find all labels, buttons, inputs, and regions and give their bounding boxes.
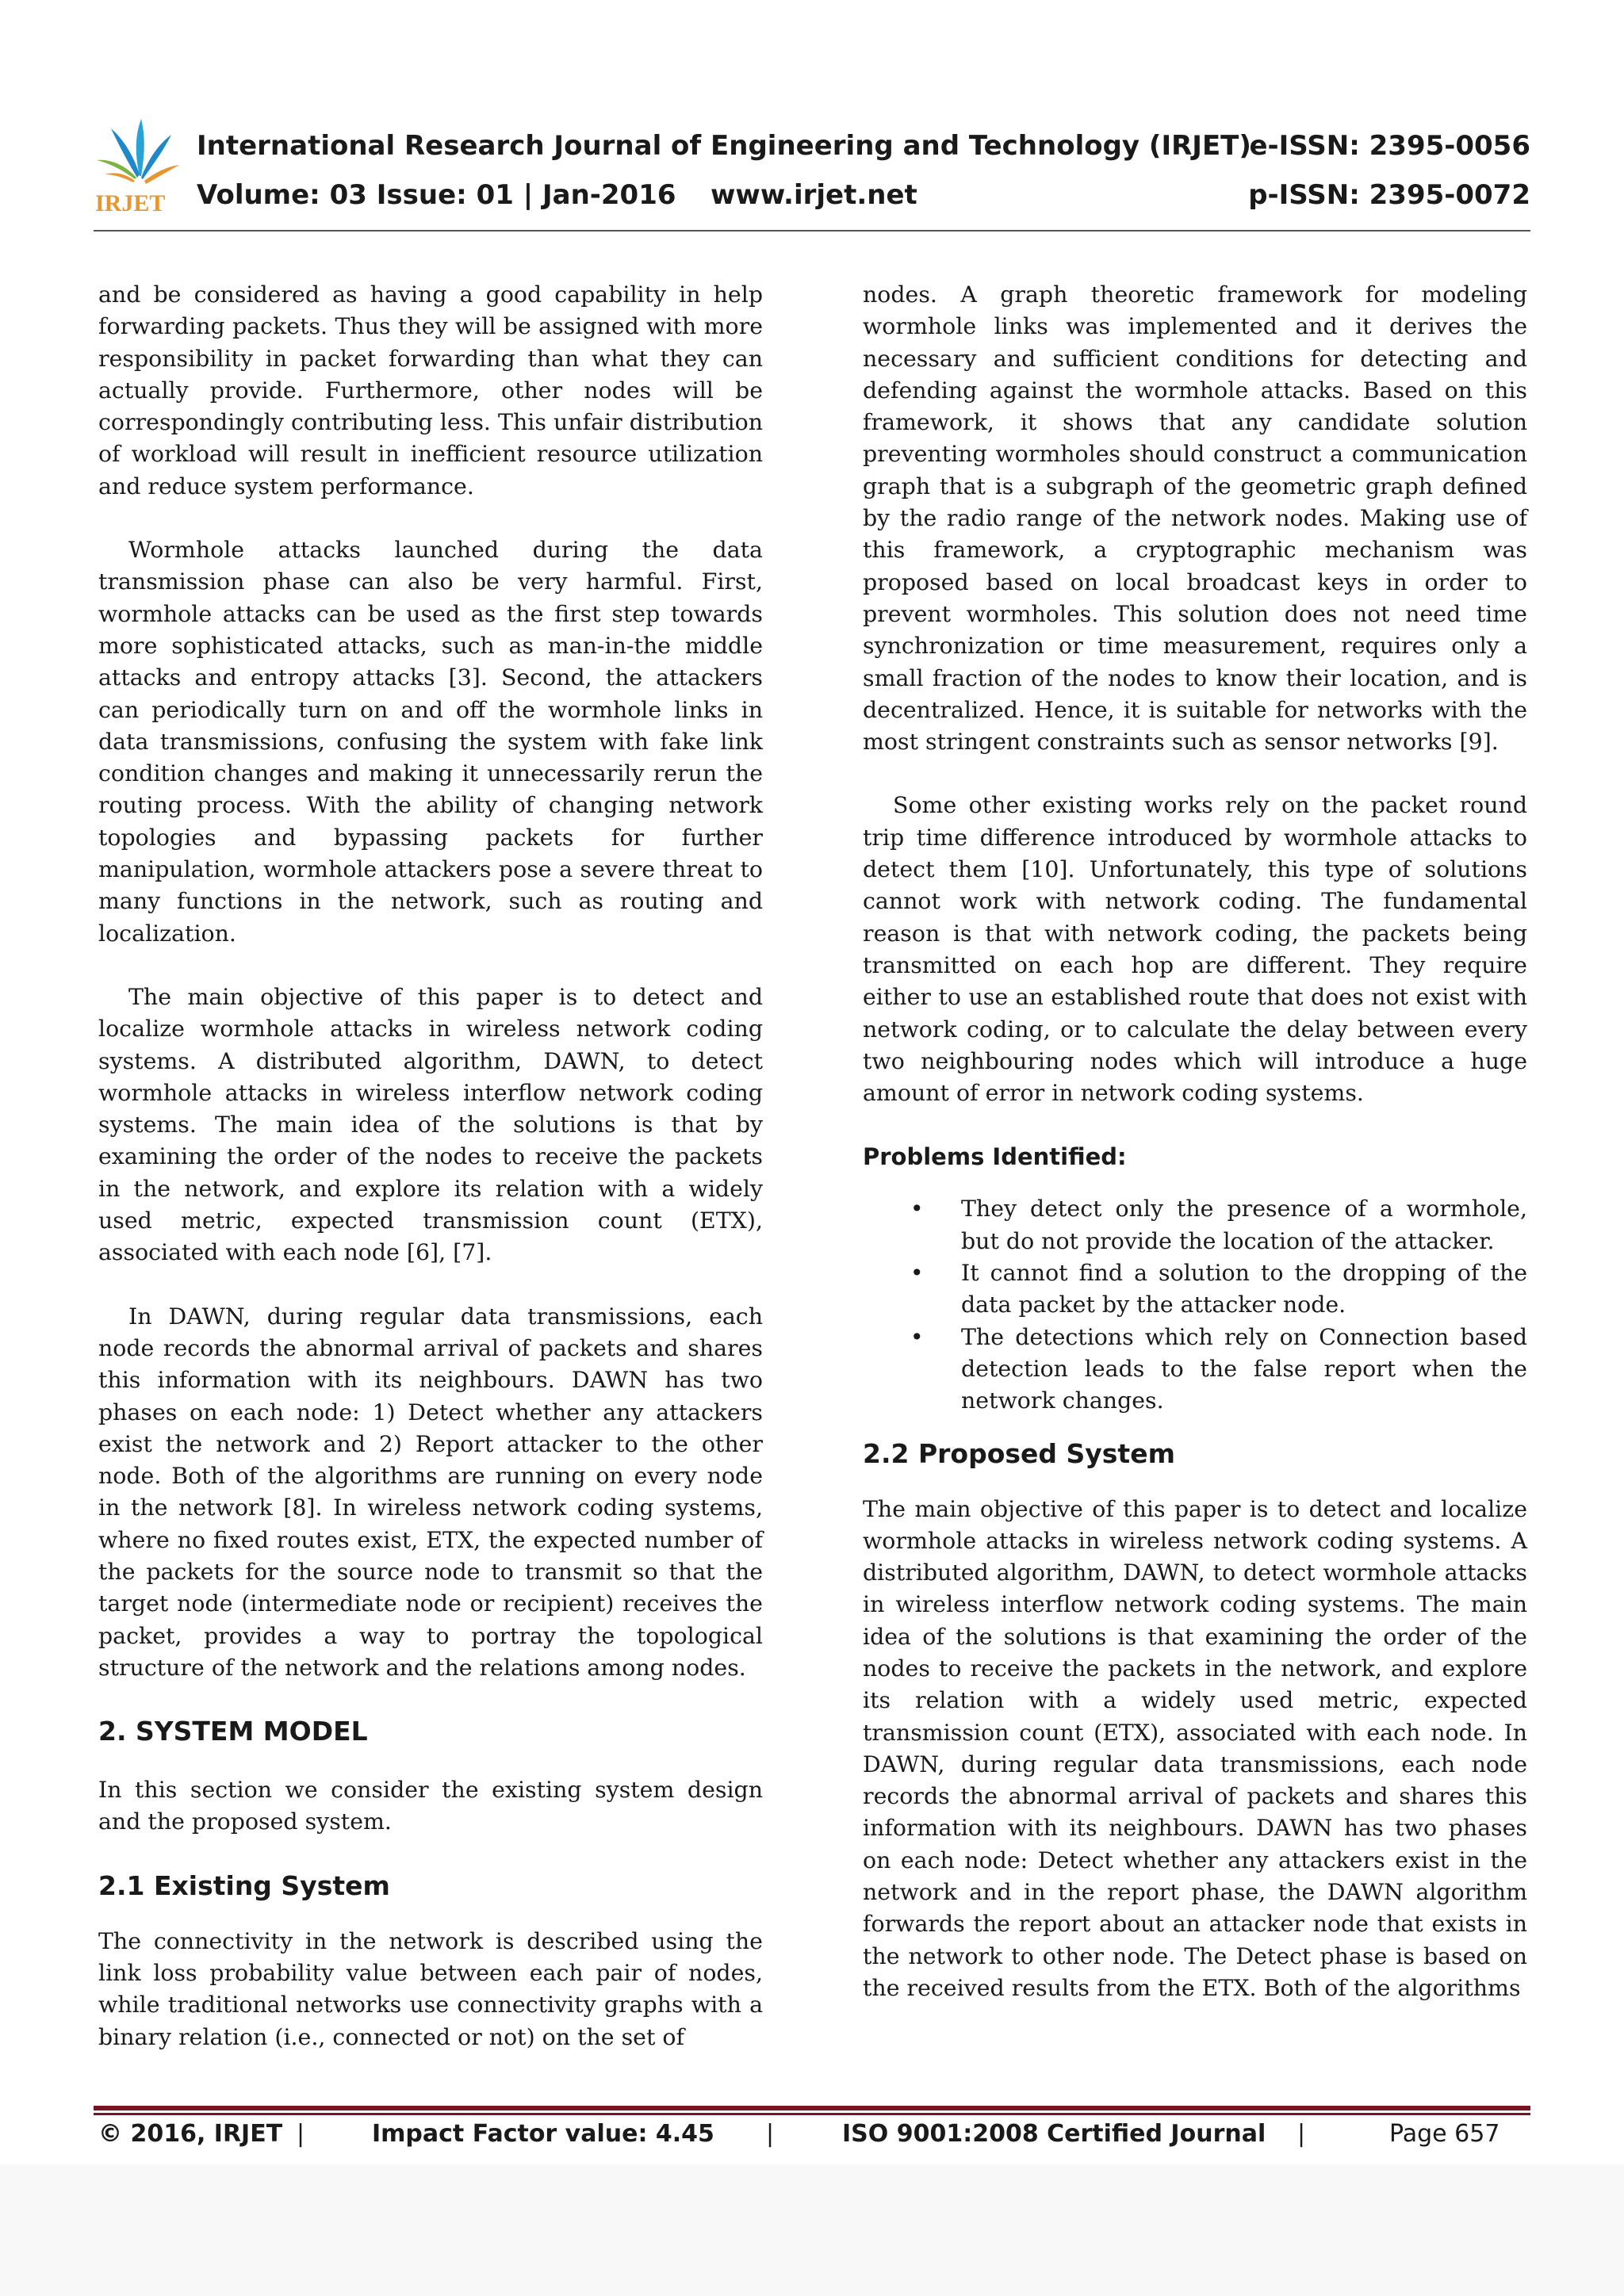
paragraph: Wormhole attacks launched during the data transmission phase can also be very harmful. First, wormhole attacks can be used as the first step towards more sophisticated attacks, such as man-in-the middle attacks and entropy attacks [3]. Second, the attackers can periodically turn on and off the wormhole links in data transmissions, confusing the system with fake link condition changes and making it unnecessarily rerun the routing process. With the ability of changing network topologies and bypassing packets for further manipulation, wormhole attackers pose a severe threat to many functions in the network, such as routing and localization. (98, 537, 763, 947)
footer-separator: | (766, 2120, 775, 2148)
paragraph: and be considered as having a good capability in help forwarding packets. Thus they will be assigned with more responsibility in packet forwarding than what they can actually provide. Furthermore, other nodes will be correspondingly contributing less. This unfair distribution of workload will result in inefficient resource utilization and reduce system performance. (98, 281, 763, 499)
list-item-text: They detect only the presence of a wormhole, but do not provide the location of the attacker. (961, 1196, 1527, 1254)
pissn: p-ISSN: 2395-0072 (1248, 179, 1530, 211)
footer-iso: ISO 9001:2008 Certified Journal (842, 2120, 1266, 2148)
paragraph: The connectivity in the network is described using the link loss probability value between each pair of nodes, while traditional networks use connectivity graphs with a binary relation (i.e., connected or not) on the set of (98, 1927, 763, 2050)
paragraph: The main objective of this paper is to detect and localize wormhole attacks in wireless network coding systems. A distributed algorithm, DAWN, to detect wormhole attacks in wireless interflow network coding systems. The main idea of the solutions is that examining the order of the nodes to receive the packets in the network, and explore its relation with a widely used metric, expected transmission count (ETX), associated with each node. In DAWN, during regular data transmissions, each node records the abnormal arrival of packets and shares this information with its neighbours. DAWN has two phases on each node: Detect whether any attackers exist in the network and in the report phase, the DAWN algorithm forwards the report about an attacker node that exists in the network to other node. The Detect phase is based on the received results from the ETX. Both of the algorithms (863, 1495, 1527, 2001)
footer-divider (94, 2106, 1530, 2110)
footer-copyright: © 2016, IRJET (98, 2120, 283, 2148)
page-number: Page 657 (1389, 2120, 1500, 2148)
irjet-logo (94, 114, 181, 217)
footer-separator: | (297, 2120, 305, 2148)
paragraph: Some other existing works rely on the packet round trip time difference introduced by wormhole attacks to detect them [10]. Unfortunately, this type of solutions cannot work with network coding. The fundamental reason is that with network coding, the packets being transmitted on each hop are different. They require either to use an established route that does not exist with network coding, or to calculate the delay between every two neighbouring nodes which will introduce a huge amount of error in network coding systems. (863, 792, 1527, 1107)
page-footer (98, 2120, 1526, 2160)
list-item (863, 1257, 1527, 1322)
paragraph: The main objective of this paper is to detect and localize wormhole attacks in wireless network coding systems. A distributed algorithm, DAWN, to detect wormhole attacks in wireless interflow network coding systems. The main idea of the solutions is that by examining the order of the nodes to receive the packets in the network, and explore its relation with a widely used metric, expected transmission count (ETX), associated with each node [6], [7]. (98, 983, 763, 1266)
page-header (94, 111, 1530, 232)
footer-separator: | (1297, 2120, 1306, 2148)
section-heading-system-model: 2. SYSTEM MODEL (98, 1716, 368, 1747)
journal-website: www.irjet.net (710, 179, 917, 211)
logo-text: IRJET (95, 190, 166, 216)
eissn: e-ISSN: 2395-0056 (1249, 130, 1530, 162)
bullet-icon: • (910, 1196, 924, 1223)
right-column (863, 279, 1527, 2004)
paragraph: In DAWN, during regular data transmissions, each node records the abnormal arrival of packets and shares this information with its neighbours. DAWN has two phases on each node: 1) Detect whether any attackers exist the network and 2) Report attacker to the other node. Both of the algorithms are running on every node in the network [8]. In wireless network coding systems, where no fixed routes exist, ETX, the expected number of the packets for the source node to transmit so that the target node (intermediate node or recipient) receives the packet, provides a way to portray the topological structure of the network and the relations among nodes. (98, 1303, 763, 1681)
left-column (98, 279, 763, 2053)
footer-impact-factor: Impact Factor value: 4.45 (372, 2120, 714, 2148)
section-heading-proposed-system: 2.2 Proposed System (863, 1437, 1175, 1469)
header-divider (94, 230, 1530, 232)
bullet-icon: • (910, 1260, 924, 1287)
paragraph: nodes. A graph theoretic framework for modeling wormhole links was implemented and it derives the necessary and sufficient conditions for detecting and defending against the wormhole attacks. Based on this framework, it shows that any candidate solution preventing wormholes should construct a communication graph that is a subgraph of the geometric graph defined by the radio range of the network nodes. Making use of this framework, a cryptographic mechanism was proposed based on local broadcast keys in order to prevent wormholes. This solution does not need time synchronization or time measurement, requires only a small fraction of the nodes to know their location, and is decentralized. Hence, it is suitable for networks with the most stringent constraints such as sensor networks [9]. (863, 281, 1527, 756)
list-item-text: The detections which rely on Connection based detection leads to the false report when the network changes. (961, 1323, 1527, 1414)
journal-title: International Research Journal of Engineering and Technology (IRJET) (197, 130, 1251, 162)
page-bottom-margin (0, 2164, 1624, 2296)
problems-list (863, 1193, 1527, 1417)
paragraph: In this section we consider the existing system design and the proposed system. (98, 1777, 763, 1835)
volume-issue: Volume: 03 Issue: 01 | Jan-2016 (197, 179, 676, 211)
section-heading-existing-system: 2.1 Existing System (98, 1869, 390, 1901)
list-item (863, 1322, 1527, 1418)
problems-identified-heading: Problems Identified: (863, 1143, 1127, 1171)
footer-divider-thin (94, 2113, 1530, 2115)
list-item (863, 1193, 1527, 1257)
list-item-text: It cannot find a solution to the dropping of the data packet by the attacker node. (961, 1260, 1527, 1318)
bullet-icon: • (910, 1323, 924, 1350)
